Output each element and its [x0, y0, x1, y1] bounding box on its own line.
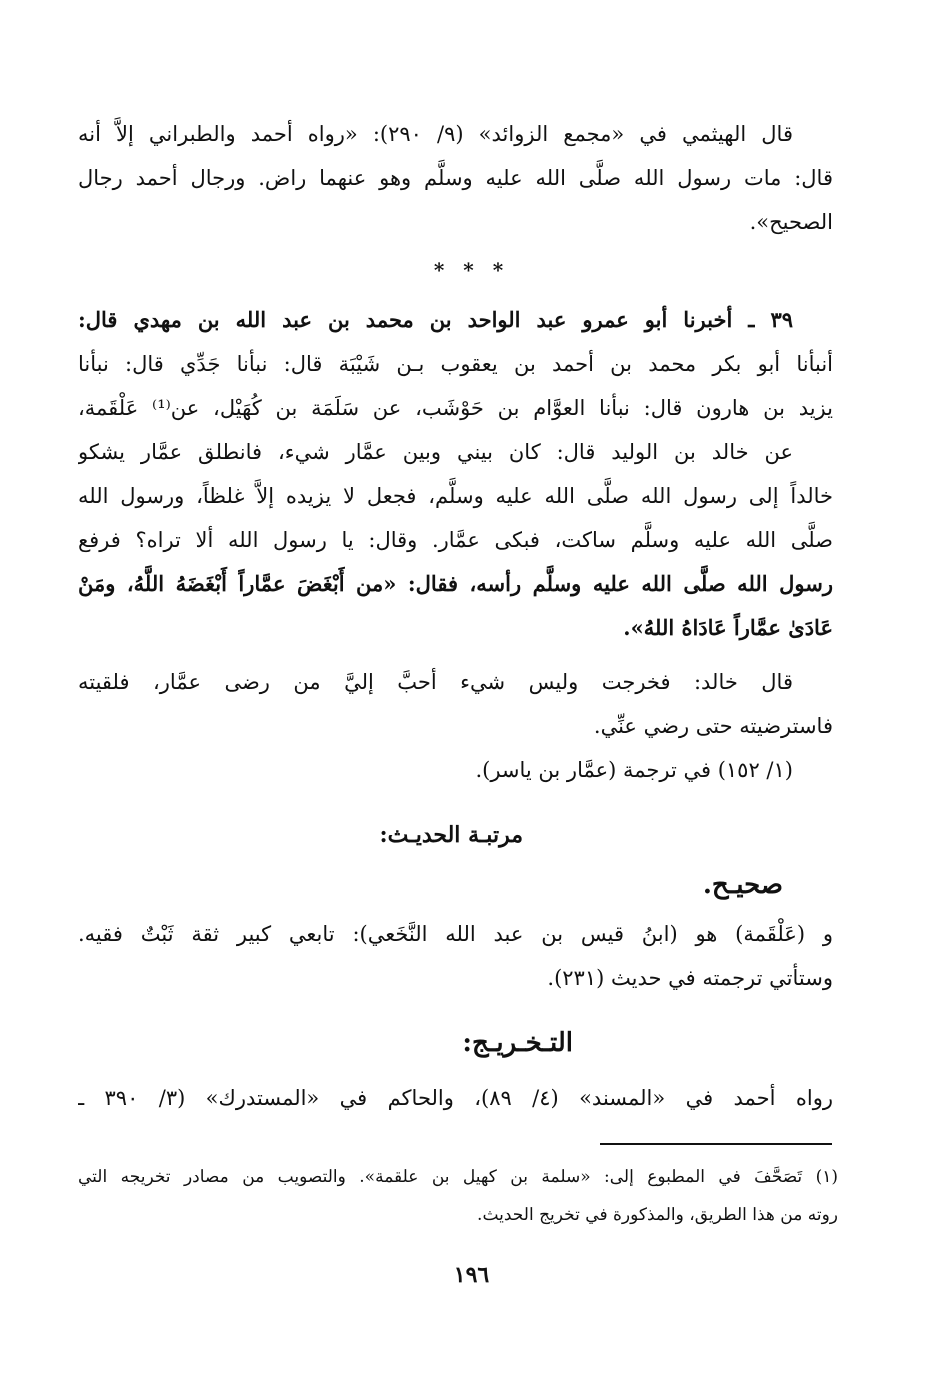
page-number: ١٩٦	[453, 1262, 490, 1288]
grading-line: و (عَلْقَمة) هو (ابنُ قيس بن عبد الله النَّخَعي): تابعي كبير ثقة ثَبْتٌ فقيه.	[78, 922, 833, 946]
footnote-divider	[600, 1143, 832, 1145]
intro-paragraph	[78, 112, 833, 244]
intro-line: قال الهيثمي في «مجمع الزوائد» (٩/ ٢٩٠): «رواه أحمد والطبراني إلاَّ أنه	[78, 122, 793, 146]
section-separator: * * *	[433, 258, 510, 282]
matn-line: عَادَىٰ عمَّاراً عَادَاهُ اللهُ».	[623, 615, 833, 640]
footnotes	[78, 1158, 838, 1234]
intro-line: الصحيح».	[749, 210, 833, 234]
footnote-line: (١) تَصَحَّفَ في المطبوع إلى: «سلمة بن كهيل بن علقمة». والتصويب من مصادر تخريجه التي	[78, 1167, 838, 1187]
hadith-isnad	[78, 298, 833, 430]
isnad-line: أنبأنا أبو بكر محمد بن أحمد بن يعقوب بـن شَيْبَة قال: نبأنا جَدِّي قال: نبأنا	[78, 352, 833, 376]
takhrij-body	[78, 1076, 833, 1120]
continuation-line: قال خالد: فخرجت وليس شيء أحبَّ إليَّ من رضى عمَّار، فلقيته	[78, 670, 793, 694]
footnote-line: روته من هذا الطريق، والمذكورة في تخريج الحديث.	[477, 1205, 838, 1225]
takhrij-line: رواه أحمد في «المسند» (٤/ ٨٩)، والحاكم في «المستدرك» (٣/ ٣٩٠ ـ	[78, 1086, 833, 1110]
grading-verdict: صحيـح.	[702, 870, 783, 900]
hadith-number-line: ٣٩ ـ أخبرنا أبو عمرو عبد الواحد بن محمد بن عبد الله بن مهدي قال:	[78, 307, 793, 332]
source-reference: (١/ ١٥٢) في ترجمة (عمَّار بن ياسر).	[475, 758, 793, 782]
matn-line: عن خالد بن الوليد قال: كان بيني وبين عمَّار شيء، فانطلق عمَّار يشكو	[78, 440, 793, 464]
matn-line: صلَّى الله عليه وسلَّم ساكت، فبكى عمَّار. وقال: يا رسول الله ألا تراه؟ فرفع	[78, 528, 833, 552]
takhrij-heading: التـخـريـج:	[462, 1028, 573, 1058]
grading-body	[78, 912, 833, 1000]
grading-heading: مرتبـة الحديـث:	[379, 822, 523, 848]
intro-line: قال: مات رسول الله صلَّى الله عليه وسلَّم وهو عنهما راض. ورجال أحمد رجال	[78, 166, 833, 190]
isnad-line: يزيد بن هارون قال: نبأنا العوَّام بن حَوْشَب، عن سَلَمَة بن كُهَيْل، عن⁽¹⁾ عَلْقَمة،	[78, 396, 833, 420]
matn-line: خالداً إلى رسول الله صلَّى الله عليه وسلَّم، فجعل لا يزيده إلاَّ غلظاً، ورسول الله	[78, 484, 833, 508]
continuation-line: فاسترضيته حتى رضي عنِّي.	[593, 714, 833, 738]
hadith-continuation	[78, 660, 833, 792]
matn-line: رسول الله صلَّى الله عليه وسلَّم رأسه، فقال: «من أَبْغَضَ عمَّاراً أَبْغَضَهُ اللَّهُ، ومَنْ	[78, 571, 833, 596]
hadith-matn	[78, 430, 833, 650]
grading-line: وستأتي ترجمته في حديث (٢٣١).	[547, 966, 833, 990]
